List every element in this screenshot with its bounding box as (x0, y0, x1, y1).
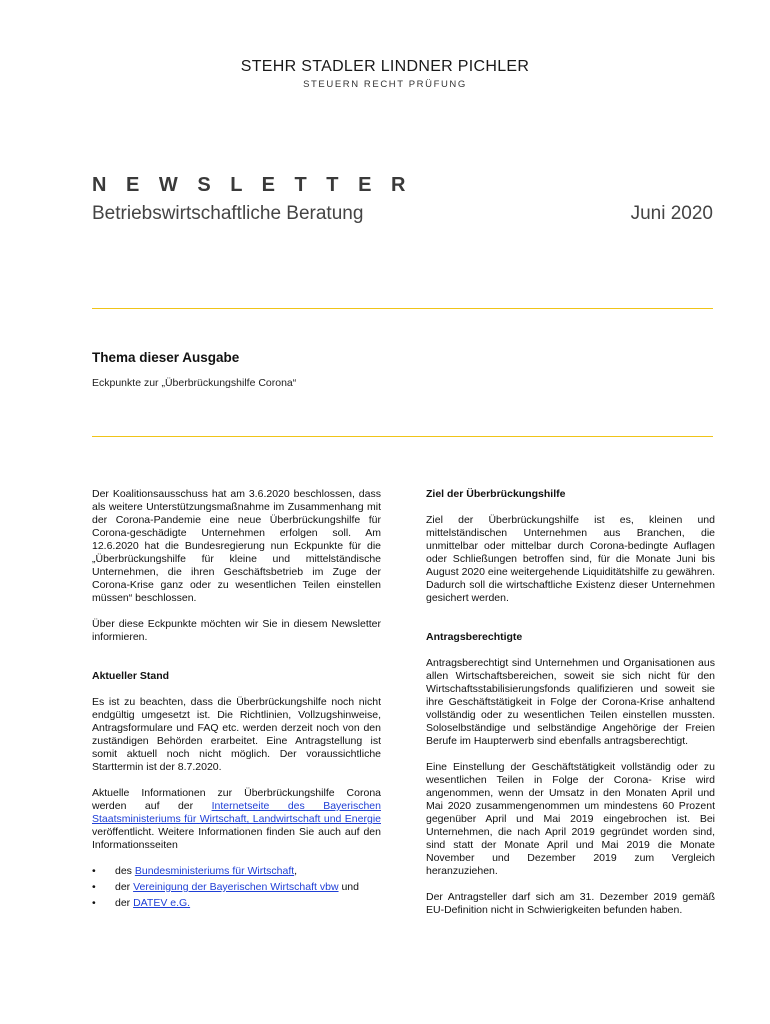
bullet: • (92, 881, 96, 893)
divider-top (92, 308, 713, 309)
ministry-link[interactable]: Internetseite des Bayerischen Staatsministeriums für Wirtschaft, Landwirtschaft und Energie (92, 800, 381, 825)
newsletter-date: Juni 2020 (630, 203, 713, 224)
bullet: • (92, 897, 96, 909)
list-item: • der DATEV e.G. (92, 897, 191, 909)
firm-header (0, 58, 770, 90)
newsletter-subtitle: Betriebswirtschaftliche Beratung (92, 203, 364, 224)
vbw-link[interactable]: Vereinigung der Bayerischen Wirtschaft vbw (133, 881, 339, 893)
eligibility-paragraph-1: Antragsberechtigt sind Unternehmen und Organisationen aus allen Wirtschaftsbereichen, soweit sie sich nicht für den Wirtschaftsstabilisierungsfonds qualifizieren und soweit sie ihre Geschäftstätigkeit in Folge der Corona-Krise anhaltend vollständig oder zu wesentlichen Teilen einstellen mussten. Soloselbständige und selbständige Angehörige der Freien Berufe im Haupterwerb sind ebenfalls antragsberechtigt. (426, 657, 715, 747)
list-item: • des Bundesministeriums für Wirtschaft, (92, 865, 298, 877)
status-paragraph-2 (92, 787, 381, 852)
goal-paragraph: Ziel der Überbrückungshilfe ist es, kleinen und mittelständischen Unternehmen aus Branchen, die unmittelbar oder mittelbar durch Corona-bedingte Auflagen oder Schließungen betroffen sind, für die Monate Juni bis August 2020 eine weitergehende Liquiditätshilfe zu gewähren. Dadurch soll die wirtschaftliche Existenz dieser Unternehmen gesichert werden. (426, 514, 715, 604)
list-item: • der Vereinigung der Bayerischen Wirtschaft vbw und (92, 881, 359, 893)
goal-heading: Ziel der Überbrückungshilfe (426, 488, 566, 500)
firm-tagline: STEUERN RECHT PRÜFUNG (303, 79, 467, 90)
right-column (426, 488, 715, 930)
datev-link[interactable]: DATEV e.G. (133, 897, 191, 909)
eligibility-heading: Antragsberechtigte (426, 631, 523, 643)
status-text-before: Aktuelle Informationen zur Überbrückungshilfe Corona werden auf der (92, 787, 381, 812)
firm-name: STEHR STADLER LINDNER PICHLER (240, 58, 530, 75)
newsletter-title: N E W S L E T T E R (92, 174, 413, 196)
status-text-after: veröffentlicht. Weitere Informationen finden Sie auch auf den Informationsseiten (92, 826, 381, 851)
eligibility-paragraph-2: Eine Einstellung der Geschäftstätigkeit vollständig oder zu wesentlichen Teilen in Folge der Corona- Krise wird angenommen, wenn der Umsatz in den Monaten April und Mai 2020 zusammengenommen um mindestens 60 Prozent gegenüber April und Mai 2019 eingebrochen ist. Bei Unternehmen, die nach April 2019 gegründet worden sind, sind statt der Monate April und Mai 2019 die Monate November und Dezember 2019 zum Vergleich heranzuziehen. (426, 761, 715, 877)
eligibility-paragraph-3: Der Antragsteller darf sich am 31. Dezember 2019 gemäß EU-Definition nicht in Schwierigkeiten befunden haben. (426, 891, 715, 916)
intro-paragraph-1: Der Koalitionsausschuss hat am 3.6.2020 beschlossen, dass als weitere Unterstützungsmaßnahme im Zusammenhang mit der Corona-Pandemie eine neue Überbrückungshilfe für Corona-geschädigte Unternehmen erfolgen soll. Am 12.6.2020 hat die Bundesregierung nun Eckpunkte für die „Überbrückungshilfe für kleine und mittelständische Unternehmen, die ihren Geschäftsbetrieb im Zuge der Corona-Krise ganz oder zu wesentlichen Teilen einstellen müssen“ beschlossen. (92, 488, 381, 604)
left-column (92, 488, 381, 913)
divider-bottom (92, 436, 713, 437)
info-links-list (92, 865, 381, 910)
theme-heading: Thema dieser Ausgabe (92, 350, 240, 365)
status-paragraph-1: Es ist zu beachten, dass die Überbrückungshilfe noch nicht endgültig umgesetzt ist. Die Richtlinien, Vollzugshinweise, Antragsformulare und FAQ etc. werden derzeit noch von den zuständigen Behörden erarbeitet. Eine Antragstellung ist somit aktuell noch nicht möglich. Der voraussichtliche Starttermin ist der 8.7.2020. (92, 696, 381, 773)
status-heading: Aktueller Stand (92, 670, 170, 682)
intro-paragraph-2: Über diese Eckpunkte möchten wir Sie in diesem Newsletter informieren. (92, 618, 381, 643)
bmwi-link[interactable]: Bundesministeriums für Wirtschaft (134, 865, 295, 877)
theme-text: Eckpunkte zur „Überbrückungshilfe Corona“ (92, 377, 297, 389)
bullet: • (92, 865, 96, 877)
